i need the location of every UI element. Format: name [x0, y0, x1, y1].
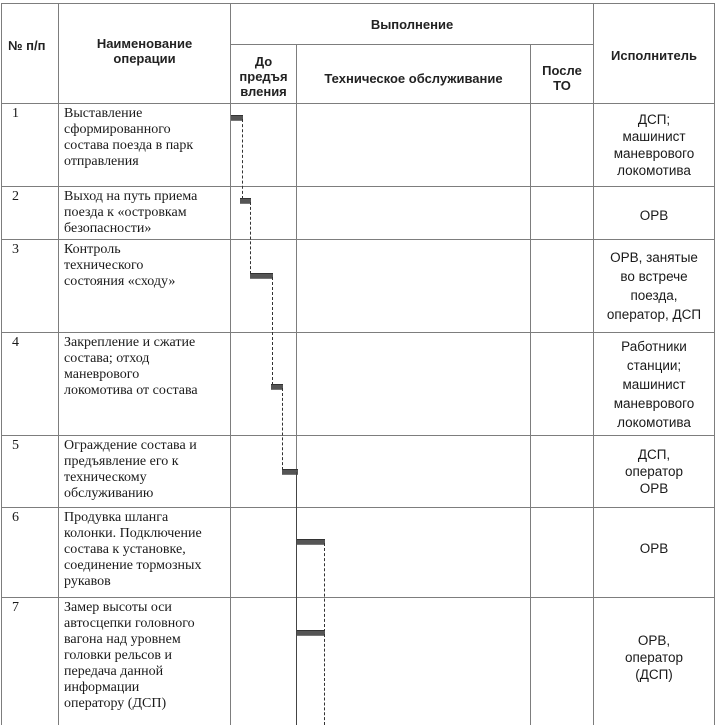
- executor: Работники станции; машинист маневрового локомотива: [613, 339, 695, 430]
- executor: ДСП; машинист маневрового локомотива: [613, 112, 695, 178]
- grid-line: [1, 332, 715, 333]
- operation-name: Замер высоты оси автосцепки головного вагона над уровнем головки рельсов и передача данной информации оператору (ДСП): [64, 600, 195, 711]
- operation-name: Выход на путь приема поезда к «островкам безопасности»: [64, 189, 198, 236]
- grid-line: [1, 186, 715, 187]
- grid-line: [1, 3, 2, 725]
- executor: ОРВ, оператор (ДСП): [624, 633, 684, 682]
- grid-line: [1, 435, 715, 436]
- header-num: № п/п: [8, 38, 46, 53]
- schedule-axis: [296, 472, 297, 725]
- grid-line: [1, 3, 715, 4]
- row-number: 2: [12, 189, 19, 204]
- executor: ОРВ: [639, 208, 669, 223]
- header-executor: Исполнитель: [611, 48, 697, 63]
- schedule-bar: [250, 273, 273, 279]
- header-before-presentation: До предъя вления: [239, 54, 288, 99]
- executor: ОРВ, занятые во встрече поезда, оператор, ДСП: [606, 250, 702, 322]
- header-maintenance: Техническое обслуживание: [324, 71, 503, 86]
- schedule-connector: [272, 277, 273, 385]
- operation-name: Ограждение состава и предъявление его к техническому обслуживанию: [64, 438, 197, 501]
- grid-line: [230, 44, 594, 45]
- operation-name: Контроль технического состояния «сходу»: [64, 242, 176, 289]
- executor: ДСП, оператор ОРВ: [624, 447, 684, 496]
- row-number: 6: [12, 510, 19, 525]
- row-number: 4: [12, 335, 19, 350]
- row-number: 1: [12, 106, 19, 121]
- header-operation-name: Наименование операции: [96, 36, 193, 66]
- grid-line: [58, 3, 59, 725]
- grid-line: [1, 103, 715, 104]
- operation-name: Закрепление и сжатие состава; отход маневрового локомотива от состава: [64, 335, 198, 398]
- operation-name: Выставление сформированного состава поезда в парк отправления: [64, 106, 194, 169]
- grid-line: [230, 3, 231, 725]
- row-number: 5: [12, 438, 19, 453]
- row-number: 7: [12, 600, 19, 615]
- grid-line: [1, 597, 715, 598]
- header-after-maintenance: После ТО: [542, 63, 582, 93]
- grid-line: [714, 3, 715, 725]
- schedule-connector: [250, 202, 251, 274]
- schedule-bar: [297, 539, 325, 545]
- operation-name: Продувка шланга колонки. Подключение состава к установке, соединение тормозных рукавов: [64, 510, 202, 589]
- grid-line: [1, 507, 715, 508]
- grid-line: [530, 44, 531, 725]
- schedule-bar: [297, 630, 325, 636]
- executor: ОРВ: [639, 541, 669, 556]
- row-number: 3: [12, 242, 19, 257]
- schedule-connector: [324, 543, 325, 632]
- schedule-connector: [282, 388, 283, 470]
- grid-line: [1, 239, 715, 240]
- schedule-connector: [242, 119, 243, 199]
- schedule-connector: [324, 634, 325, 725]
- header-execution: Выполнение: [370, 17, 454, 32]
